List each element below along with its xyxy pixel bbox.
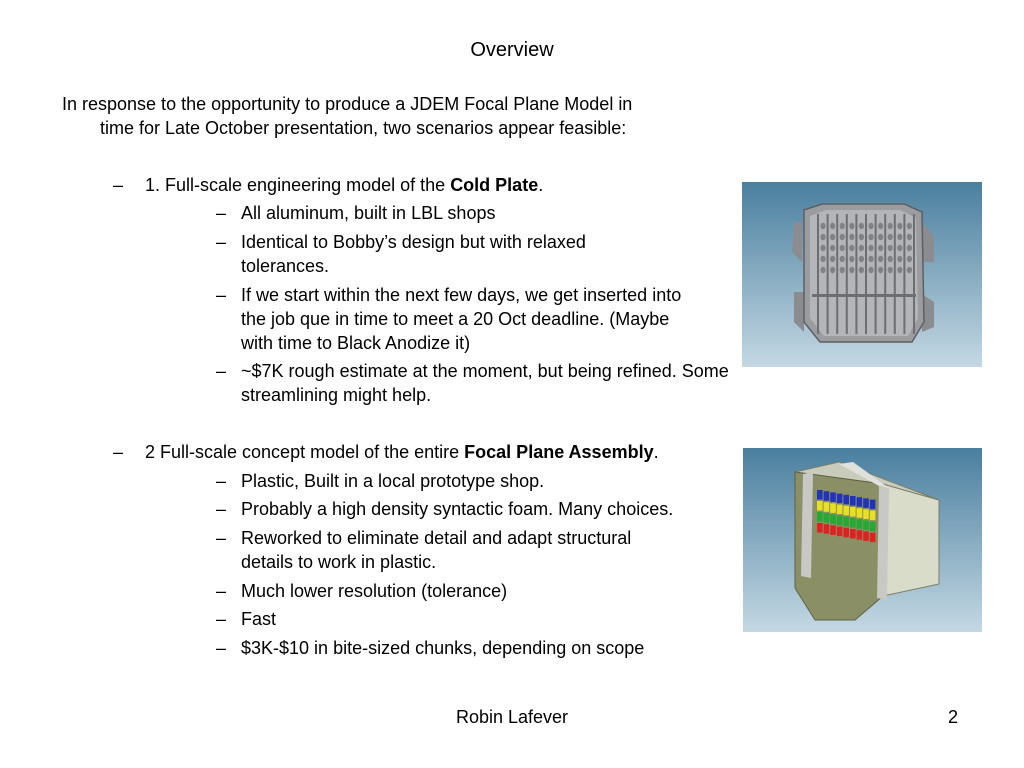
bullet-text: $3K-$10 in bite-sized chunks, depending on scope: [241, 638, 645, 658]
bullet-text: ~$7K rough estimate at the moment, but being refined. Some streamlining might help.: [241, 361, 729, 405]
section-1-item-2: [216, 230, 656, 278]
section-1-dash: –: [113, 175, 124, 195]
bullet-text: All aluminum, built in LBL shops: [241, 203, 496, 223]
bullet-text: Fast: [241, 609, 277, 629]
cold-plate-image: [742, 182, 982, 367]
section-2-item-4: [216, 579, 728, 603]
section-2-item-3: [216, 526, 686, 574]
bullet-dash: –: [216, 499, 227, 519]
bullet-dash: –: [216, 638, 227, 658]
intro-paragraph: [62, 92, 722, 140]
section-2-prefix: 2 Full-scale concept model of the entire: [145, 442, 465, 462]
footer-author: Robin Lafever: [455, 707, 569, 727]
section-1-item-3: [216, 283, 706, 355]
section-1-suffix: .: [538, 175, 544, 195]
section-1-prefix: 1. Full-scale engineering model of the: [145, 175, 451, 195]
section-1-item-4: [216, 359, 731, 407]
section-2-bold: Focal Plane Assembly: [464, 442, 654, 462]
bullet-dash: –: [216, 581, 227, 601]
bullet-dash: –: [216, 232, 227, 252]
section-2-item-5: [216, 607, 728, 631]
bullet-dash: –: [216, 609, 227, 629]
bullet-dash: –: [216, 528, 227, 548]
bullet-dash: –: [216, 203, 227, 223]
bullet-text: Probably a high density syntactic foam. Many choices.: [241, 499, 674, 519]
bullet-text: Much lower resolution (tolerance): [241, 581, 508, 601]
intro-line-2: time for Late October presentation, two scenarios appear feasible:: [100, 118, 627, 138]
bullet-text: Identical to Bobby’s design but with relaxed tolerances.: [241, 232, 586, 276]
section-2-item-6: [216, 636, 728, 660]
section-1-bold: Cold Plate: [450, 175, 539, 195]
bullet-text: Reworked to eliminate detail and adapt structural details to work in plastic.: [241, 528, 632, 572]
bullet-dash: –: [216, 361, 227, 381]
bullet-dash: –: [216, 471, 227, 491]
section-1-text: [145, 174, 543, 196]
slide-title: Overview: [470, 39, 554, 61]
bullet-text: If we start within the next few days, we get inserted into the job que in time to meet a 20 Oct deadline. (Maybe with time to Black Anodize it): [241, 285, 682, 353]
intro-line-1: In response to the opportunity to produce a JDEM Focal Plane Model in: [62, 94, 633, 114]
bullet-dash: –: [216, 285, 227, 305]
section-2-item-1: [216, 469, 728, 493]
page-number: 2: [948, 707, 959, 727]
section-1-item-1: [216, 201, 728, 225]
section-2-dash: –: [113, 442, 124, 462]
section-2-item-2: [216, 497, 728, 521]
bullet-text: Plastic, Built in a local prototype shop.: [241, 471, 545, 491]
section-2-text: [145, 441, 659, 463]
section-2-suffix: .: [653, 442, 659, 462]
focal-plane-assembly-image: [743, 448, 982, 632]
